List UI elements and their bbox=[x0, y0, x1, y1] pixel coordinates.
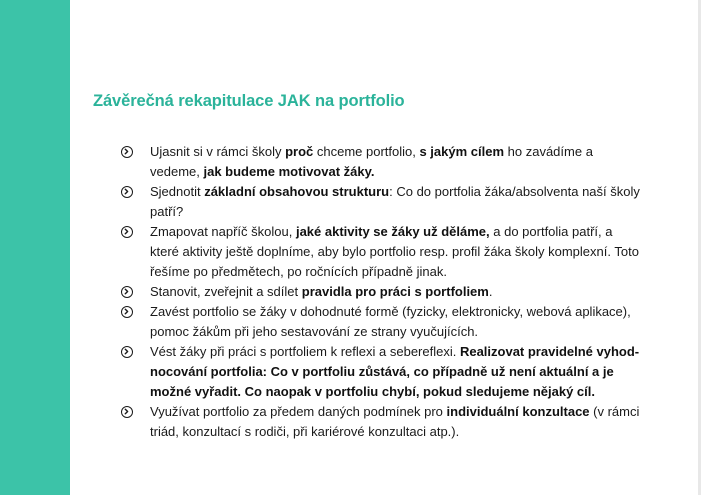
chevron-right-circle-icon bbox=[121, 226, 133, 238]
text-run: Vést žáky při práci s portfoliem k reflexi a sebereflexi. bbox=[150, 344, 460, 359]
bold-text: jak budeme motivovat žáky. bbox=[203, 164, 375, 179]
chevron-right-circle-icon bbox=[121, 406, 133, 418]
list-item bbox=[120, 402, 640, 442]
text-run: Sjednotit bbox=[150, 184, 205, 199]
list-item bbox=[120, 182, 640, 222]
page-title: Závěrečná rekapitulace JAK na portfolio bbox=[93, 92, 405, 110]
text-run: (v rámci triád, konzultací s rodiči, při kariérové konzultaci atp.). bbox=[150, 404, 640, 439]
list-item bbox=[120, 342, 640, 402]
sidebar-accent-band bbox=[0, 0, 70, 495]
text-run: ho zavádíme a vedeme, bbox=[150, 144, 593, 179]
text-run: . bbox=[488, 284, 493, 299]
text-run: : Co do portfolia žáka/absolventa naší školy patří? bbox=[150, 184, 640, 219]
bold-text: základní obsahovou strukturu bbox=[204, 184, 390, 199]
text-run: Zavést portfolio se žáky v dohodnuté formě (fyzicky, elektronicky, webová aplikace), pomoc žákům při jeho sestavování ze strany vyučujících. bbox=[150, 304, 631, 339]
text-run: a do portfolia patří, a které aktivity ještě doplníme, aby bylo portfolio resp. profil žáka školy komplexní. Toto řešíme po předmětech, po ročnících případně jinak. bbox=[150, 224, 639, 279]
text-run: Stanovit, zveřejnit a sdílet bbox=[150, 284, 302, 299]
chevron-right-circle-icon bbox=[121, 306, 133, 318]
bold-text: pravidla pro práci s portfoliem bbox=[301, 284, 489, 299]
text-run: Zmapovat napříč školou, bbox=[150, 224, 296, 239]
list-item bbox=[120, 302, 640, 342]
chevron-right-circle-icon bbox=[121, 286, 133, 298]
bold-text: Realizovat pravidelné vyhodnocování portfolia: Co v portfoliu zůstává, co případně už není aktuální a je možné vyřadit. Co naopak v portfoliu chybí, pokud sledujeme nějaký cíl. bbox=[150, 344, 640, 399]
recap-list bbox=[120, 142, 640, 442]
text-run: chceme portfolio, bbox=[313, 144, 420, 159]
list-item bbox=[120, 282, 640, 302]
chevron-right-circle-icon bbox=[121, 346, 133, 358]
bold-text: individuální konzultace bbox=[446, 404, 590, 419]
text-run: Ujasnit si v rámci školy bbox=[150, 144, 286, 159]
bold-text: jaké aktivity se žáky už děláme, bbox=[295, 224, 490, 239]
chevron-right-circle-icon bbox=[121, 186, 133, 198]
bold-text: proč bbox=[285, 144, 314, 159]
list-item bbox=[120, 142, 640, 182]
text-run: Využívat portfolio za předem daných podmínek pro bbox=[150, 404, 447, 419]
list-item bbox=[120, 222, 640, 282]
bold-text: s jakým cílem bbox=[419, 144, 505, 159]
chevron-right-circle-icon bbox=[121, 146, 133, 158]
